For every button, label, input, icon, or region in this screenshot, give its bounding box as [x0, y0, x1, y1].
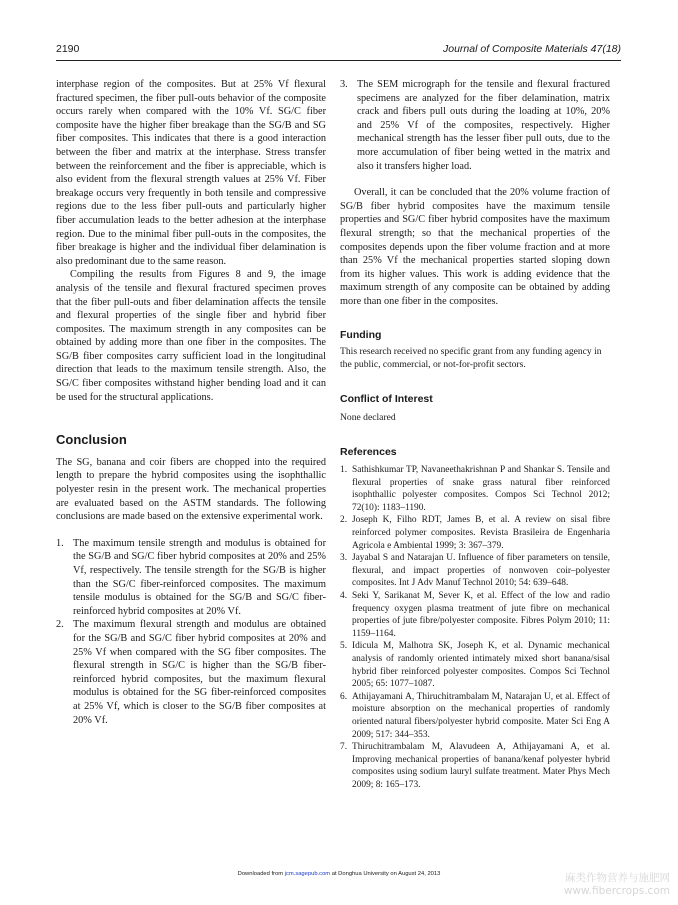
list-item: [340, 78, 610, 173]
references-heading: References: [340, 446, 397, 459]
reference-text: Seki Y, Sarikanat M, Sever K, et al. Effect of the low and radio frequency oxygen plasma treatment of jute fibre on mechanical properties of jute fibre/polyester composite. Fibres Polym 2010; 11: 1159–1164.: [352, 591, 610, 639]
reference-number: 7.: [340, 742, 348, 753]
reference-text: Thiruchitrambalam M, Alavudeen A, Athijayamani A, et al. Improving mechanical properties of banana/kenaf polyester hybrid composites using sodium lauryl sulfate treatment. Mater Phys Mech 2009; 8: 165–173.: [352, 742, 610, 790]
footer-link[interactable]: jcm.sagepub.com: [284, 871, 331, 877]
watermark-line: www.fibercrops.com: [563, 885, 670, 897]
reference-number: 5.: [340, 641, 348, 652]
reference-item: [340, 640, 610, 690]
reference-item: [340, 552, 610, 590]
right-column: [340, 78, 610, 792]
running-header: [56, 43, 621, 59]
conflict-heading: Conflict of Interest: [340, 393, 433, 406]
left-column: [56, 78, 326, 727]
reference-text: Jayabal S and Natarajan U. Influence of fiber parameters on tensile, flexural, and impact properties of nonwoven coir–polyester composites. Int J Adv Manuf Technol 2010; 54: 639–648.: [352, 553, 610, 589]
reference-number: 1.: [340, 465, 348, 476]
list-item: [56, 537, 326, 619]
reference-text: Joseph K, Filho RDT, James B, et al. A review on sisal fibre reinforced polymer composites. Revista Brasileira de Engenharia Agricola e Ambiental 1999; 3: 367–379.: [352, 515, 610, 551]
reference-item: [340, 741, 610, 791]
list-number: 1.: [56, 537, 64, 549]
reference-item: [340, 590, 610, 640]
conclusion-intro: The SG, banana and coir fibers are chopped into the required length to prepare the hybrid composites using the isophthallic polyester resin in the present work. The mechanical properties are evaluated based on the ASTM standards. The following conclusions are made based on the extensive experimental work.: [56, 456, 326, 523]
body-paragraph: Compiling the results from Figures 8 and 9, the image analysis of the tensile and flexural fractured specimen proves that the fiber pull-outs and fiber delamination affects the tensile and flexural properties of the single fiber and hybrid fiber composites. The maximum strength in any composites can be obtained by adding more than one fiber in the composites. The SG/B fiber composites carry sufficient load in the longitudinal direction that leads to the maximum tensile strength. Also, the SG/C fiber composites withstand higher bending load and it can be used for the structural applications.: [56, 269, 326, 403]
reference-number: 2.: [340, 515, 348, 526]
conclusion-heading: Conclusion: [56, 432, 127, 448]
reference-number: 4.: [340, 591, 348, 601]
list-number: 2.: [56, 619, 64, 631]
list-number: 3.: [340, 79, 348, 90]
reference-item: [340, 691, 610, 741]
header-rule: [56, 60, 621, 61]
reference-text: Sathishkumar TP, Navaneethakrishnan P and Shankar S. Tensile and flexural properties of snake grass natural fiber reinforced isophthallic polyester composites. Compos Sci Technol 2012; 72(10): 1183–1190.: [352, 465, 610, 513]
list-item: [56, 618, 326, 727]
journal-title: Journal of Composite Materials 47(18): [443, 43, 621, 55]
page-number: 2190: [56, 43, 80, 55]
list-item-text: The maximum flexural strength and modulus are obtained for the SG/B and SG/C fiber hybrid composites at 20% and 25% Vf when compared with the SG fiber composites. The flexural strength in SG/C is higher than the SG/B fiber-reinforced hybrid composites, but the maximum flexural modulus is obtained for the SG fiber-reinforced composites at 25% Vf, which is closer to the SG/B fiber composites at 20% Vf.: [73, 619, 326, 726]
funding-text: This research received no specific grant from any funding agency in the public, commercial, or not-for-profit sectors.: [340, 346, 602, 370]
body-paragraph: interphase region of the composites. But at 25% Vf flexural fractured specimen, the fiber pull-outs behavior of the composite occurs rarely when compared with the 10% Vf. SG/C fiber composite have the higher fiber breakage than the SG/B and SG fiber composites. This indicates that there is a good interaction between the fiber and matrix at the interphase. Stress transfer between the reinforcement and the fiber is appreciable, which is also evident from the flexural strength values at 25% Vf. Fiber breakage occurs very frequently in both tensile and compressive regions due to the less fiber pull-outs and particularly higher fiber accumulation leads to the better adhesion at the interphase region. Due to the minimal fiber pull-outs in the composites, the fiber breakage is higher and the individual fiber delamination is also predominant due to the same reason.: [56, 79, 326, 267]
conclusion-list: [56, 537, 326, 727]
list-item-text: The maximum tensile strength and modulus is obtained for the SG/B and SG/C fiber hybrid composites at 20% and 25% Vf, respectively. The tensile strength for the SG/B is higher than the SG/C fiber-reinforced composites. The maximum tensile modulus is obtained for the SG/B and SG/C fiber-reinforced hybrid composites at 20% Vf.: [73, 537, 326, 617]
list-item-text: The SEM micrograph for the tensile and flexural fractured specimens are analyzed for the fiber delamination, matrix crack and fibers pull outs during the loading at 10%, 20% and 25% Vf of the composites, respectively. Higher mechanical strength has the lesser fiber pull outs, due to the more accumulation of fiber being wetted in the matrix and also it transfers higher load.: [357, 79, 610, 172]
funding-heading: Funding: [340, 328, 382, 341]
reference-number: 3.: [340, 553, 348, 564]
footer-prefix: Downloaded from: [237, 871, 285, 877]
footer-suffix: at Donghua University on August 24, 2013: [330, 871, 441, 877]
reference-number: 6.: [340, 691, 348, 702]
watermark: [564, 872, 670, 898]
reference-text: Idicula M, Malhotra SK, Joseph K, et al. Dynamic mechanical analysis of randomly oriented intimately mixed short banana/sisal hybrid fiber reinforced polyester composites. Compos Sci Technol 2005; 65: 1077–1087.: [352, 641, 610, 690]
reference-item: [340, 464, 610, 514]
reference-item: [340, 514, 610, 552]
watermark-line: 麻类作物营养与施肥网: [565, 872, 670, 884]
conflict-text: None declared: [340, 411, 396, 423]
reference-text: Athijayamani A, Thiruchitrambalam M, Natarajan U, et al. Effect of moisture absorption on the mechanical properties of randomly oriented natural fibers/polyester hybrid composite. Mater Sci Eng A 2009; 517: 344–353.: [352, 691, 610, 740]
reference-list: [340, 464, 610, 791]
body-paragraph: Overall, it can be concluded that the 20% volume fraction of SG/B fiber hybrid composites have the maximum tensile properties and SG/C fiber hybrid composites have the maximum flexural strength; so that the mechanical properties of the composites depends upon the fiber volume fraction and at more than 25% Vf the mechanical properties started sloping down from its higher values. This work is adding evidence that the maximum strength of any composite can be obtained by adding more than one fiber in the composites.: [340, 187, 610, 307]
